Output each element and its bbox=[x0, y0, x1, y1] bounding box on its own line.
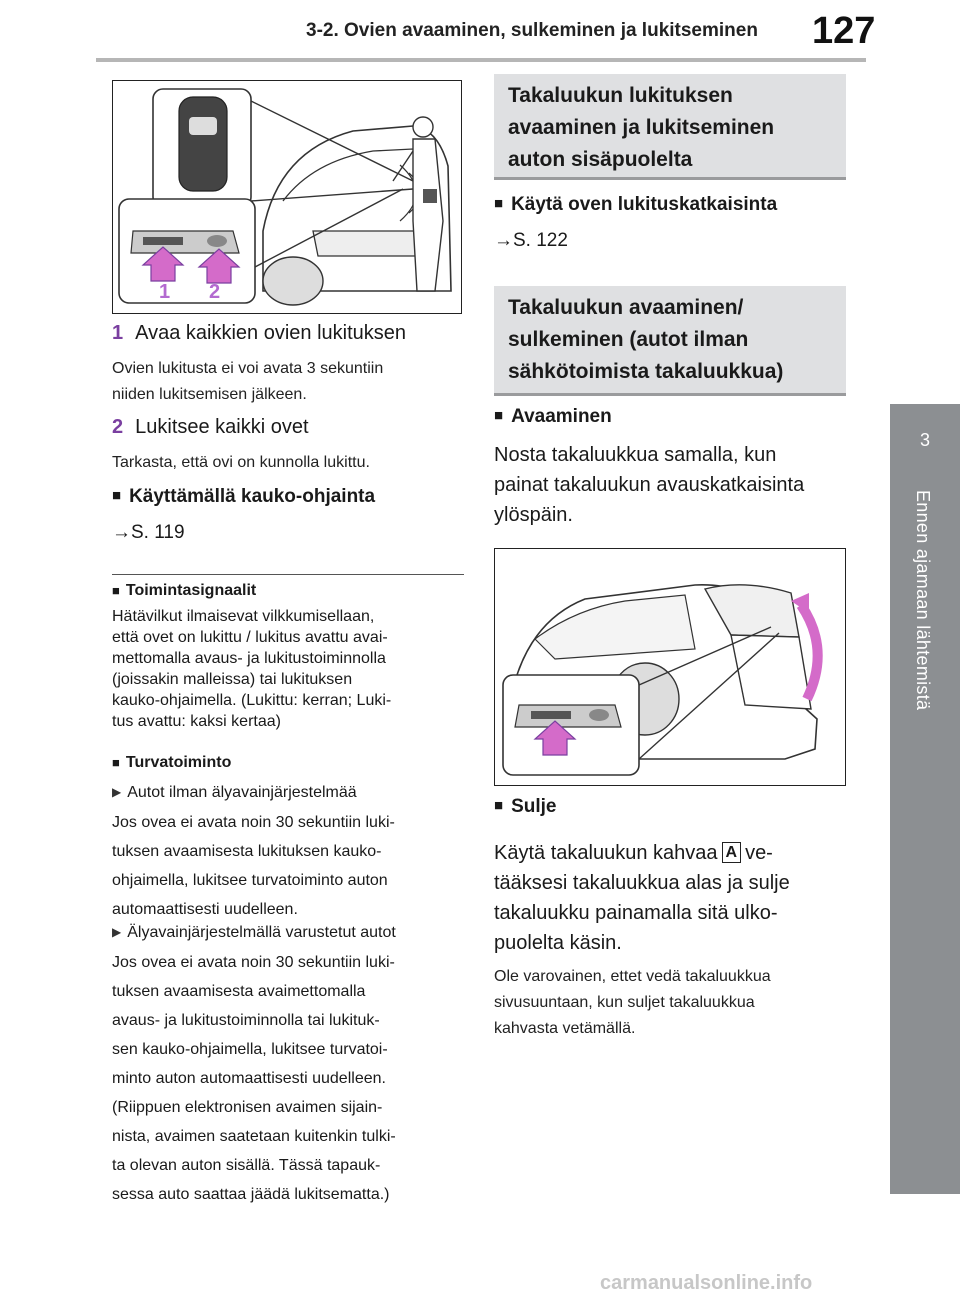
close-heading: ■ Sulje bbox=[494, 796, 556, 818]
close-text-start: Käytä takaluukun kahvaa bbox=[494, 842, 718, 864]
text-line: avaus- ja lukitustoiminnolla tai lukituk- bbox=[112, 1012, 380, 1029]
step-text: Lukitsee kaikki ovet bbox=[135, 416, 309, 438]
remote-heading: ■ Käyttämällä kauko-ohjainta bbox=[112, 486, 375, 508]
box-line: auton sisäpuolelta bbox=[508, 148, 693, 171]
remote-page-ref[interactable]: →S. 119 bbox=[112, 522, 185, 543]
text-line: (joissakin malleissa) tai lukituksen bbox=[112, 671, 353, 688]
step-1-desc-line: Ovien lukitusta ei voi avata 3 sekuntiin bbox=[112, 360, 384, 377]
text-line bbox=[494, 838, 846, 868]
watermark: carmanualsonline.info bbox=[600, 1272, 813, 1294]
text-line: minto auton automaattisesti uudelleen. bbox=[112, 1070, 386, 1087]
text-line: mettomalla avaus- ja lukitustoiminnolla bbox=[112, 650, 386, 667]
note-divider bbox=[112, 574, 464, 575]
section-box-interior-lock bbox=[494, 74, 846, 180]
signals-heading: ■ Toimintasignaalit bbox=[112, 582, 256, 600]
text-line: takaluukku painamalla sitä ulko- bbox=[494, 902, 778, 924]
text-line: tuksen avaamisesta lukituksen kauko- bbox=[112, 843, 382, 860]
text-line: automaattisesti uudelleen. bbox=[112, 901, 298, 918]
step-1-desc-line: niiden lukitsemisen jälkeen. bbox=[112, 386, 307, 403]
header-divider bbox=[96, 58, 866, 62]
text-line: Ole varovainen, ettet vedä takaluukkua bbox=[494, 968, 771, 985]
text-line: Nosta takaluukkua samalla, kun bbox=[494, 444, 777, 466]
text-line: ylöspäin. bbox=[494, 504, 573, 526]
caution-text bbox=[494, 964, 846, 1042]
chapter-number: 3 bbox=[919, 430, 930, 450]
bullet-smart-key: ▶ Älyavainjärjestelmällä varustetut autot bbox=[112, 924, 396, 942]
box-line: Takaluukun avaaminen/ bbox=[508, 296, 744, 319]
text-line: Jos ovea ei avata noin 30 sekuntiin luki- bbox=[112, 814, 395, 831]
step-1 bbox=[112, 322, 406, 345]
step-2-desc: Tarkasta, että ovi on kunnolla lukittu. bbox=[112, 454, 370, 471]
signals-text bbox=[112, 606, 464, 732]
page-number: 127 bbox=[812, 10, 876, 52]
close-text bbox=[494, 838, 846, 958]
security-heading: ■ Turvatoiminto bbox=[112, 754, 231, 772]
open-heading: ■ Avaaminen bbox=[494, 406, 612, 428]
lock-switch-page-ref[interactable]: →S. 122 bbox=[494, 230, 568, 251]
text-line: kauko-ohjaimella. (Lukittu: kerran; Luki- bbox=[112, 692, 392, 709]
text-line: tuksen avaamisesta avaimettomalla bbox=[112, 983, 366, 1000]
text-line: sessa auto saattaa jäädä lukitsematta.) bbox=[112, 1186, 390, 1203]
text-line: nista, avaimen saatetaan kuitenkin tulki- bbox=[112, 1128, 396, 1145]
box-line: sähkötoimista takaluukkua) bbox=[508, 360, 784, 383]
text-line: painat takaluukun avauskatkaisinta bbox=[494, 474, 805, 496]
box-line: avaaminen ja lukitseminen bbox=[508, 116, 775, 139]
section-box-manual-hatch bbox=[494, 286, 846, 396]
step-number: 1 bbox=[112, 322, 124, 344]
bullet-no-smart-key: ▶ Autot ilman älyavainjärjestelmää bbox=[112, 784, 357, 802]
text-line: sen kauko-ohjaimella, lukitsee turvatoi- bbox=[112, 1041, 388, 1058]
text-line: että ovet on lukittu / lukitus avattu avai- bbox=[112, 629, 388, 646]
open-text bbox=[494, 440, 846, 530]
text-line: tääksesi takaluukkua alas ja sulje bbox=[494, 872, 790, 894]
text-line: tus avattu: kaksi kertaa) bbox=[112, 713, 281, 730]
figure-label-2: 2 bbox=[209, 281, 221, 303]
section-title: 3-2. Ovien avaaminen, sulkeminen ja lukitseminen bbox=[306, 20, 758, 41]
box-line: sulkeminen (autot ilman bbox=[508, 328, 749, 351]
security-para-1 bbox=[112, 808, 464, 924]
text-line: Jos ovea ei avata noin 30 sekuntiin luki- bbox=[112, 954, 395, 971]
step-2 bbox=[112, 416, 309, 439]
chapter-label: Ennen ajamaan lähtemistä bbox=[913, 490, 933, 711]
text-line: puolelta käsin. bbox=[494, 932, 622, 954]
text-line: sivusuuntaan, kun suljet takaluukkua bbox=[494, 994, 755, 1011]
step-text: Avaa kaikkien ovien lukituksen bbox=[135, 322, 407, 344]
figure-tailgate-open bbox=[494, 548, 846, 786]
text-line: kahvasta vetämällä. bbox=[494, 1020, 636, 1037]
lock-switch-heading: ■ Käytä oven lukituskatkaisinta bbox=[494, 194, 777, 216]
text-line: (Riippuen elektronisen avaimen sijain- bbox=[112, 1099, 383, 1116]
callout-a: A bbox=[722, 842, 742, 863]
text-line: Hätävilkut ilmaisevat vilkkumisellaan, bbox=[112, 608, 375, 625]
security-para-2 bbox=[112, 948, 464, 1209]
text-line: ohjaimella, lukitsee turvatoiminto auton bbox=[112, 872, 388, 889]
text-line: ta olevan auton sisällä. Tässä tapauk- bbox=[112, 1157, 381, 1174]
step-number: 2 bbox=[112, 416, 124, 438]
box-line: Takaluukun lukituksen bbox=[508, 84, 733, 107]
figure-label-1: 1 bbox=[159, 281, 171, 303]
figure-remote-key bbox=[112, 80, 462, 314]
close-text-end: ve- bbox=[745, 842, 773, 864]
